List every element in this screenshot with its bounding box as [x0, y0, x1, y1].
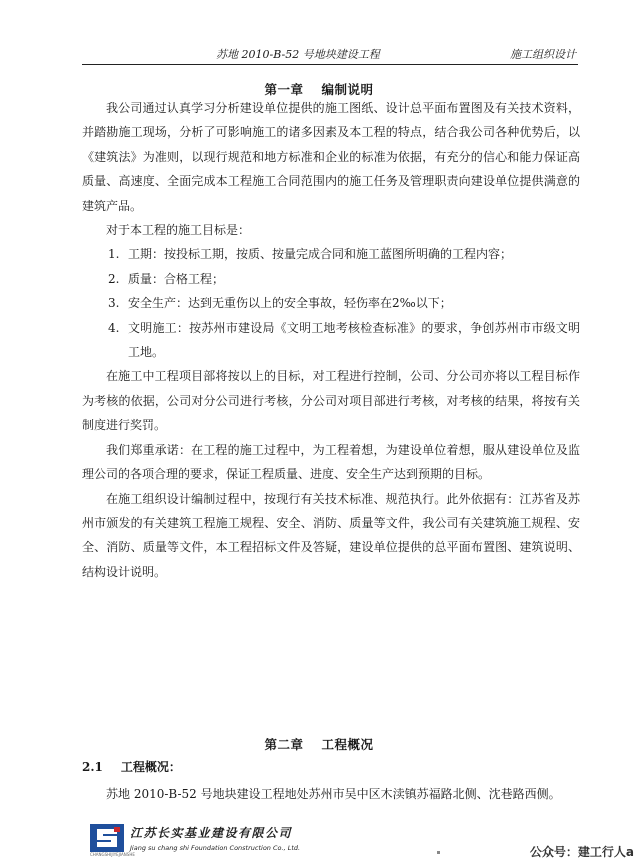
chapter1-title: 编制说明 [321, 82, 374, 97]
basis-paragraph: 在施工组织设计编制过程中，按现行有关技术标准、规范执行。此外依据有：江苏省及苏州市颁发的有关建筑工程施工规程、安全、消防、质量等文件，我公司有关建筑施工规程、安全、消防、质量等文件，本工程招标文件及答疑，建设单位提供的总平面布置图、建筑说明、结构设计说明。 [82, 491, 580, 579]
commitment-paragraph: 我们郑重承诺：在工程的施工过程中，为工程着想，为建设单位着想，服从建设单位及监理公司的各项合理的要求，保证工程质量、进度、安全生产达到预期的目标。 [82, 442, 580, 482]
goal-item: 1. 工期：按投标工期，按质、按量完成合同和施工蓝图所明确的工程内容； [108, 247, 513, 262]
control-paragraph: 在施工中工程项目部将按以上的目标，对工程进行控制，公司、分公司亦将以工程目标作为考核的依据，公司对分公司进行考核，分公司对项目部进行考核，对考核的结果，将按有关制度进行奖罚。 [82, 369, 580, 433]
wechat-watermark: 公众号：建工行人a [529, 845, 634, 859]
header-document-type: 施工组织设计 [510, 48, 576, 61]
goals-lead-paragraph: 对于本工程的施工目标是： [106, 223, 251, 238]
goal-item: 4. 文明施工：按苏州市建设局《文明工地考核检查标准》的要求，争创苏州市市级文明工地。 [108, 320, 580, 360]
logo-subtext: CHANGSHIJIYEJIANSHE [90, 852, 135, 857]
section-2-1-heading [82, 758, 181, 775]
chapter1-number: 第一章 [264, 82, 304, 97]
chapter2-body [82, 782, 580, 806]
header-project-title: 苏地 2010-B-52 号地块建设工程 [216, 48, 380, 61]
location-paragraph: 苏地 2010-B-52 号地块建设工程地处苏州市吴中区木渎镇苏福路北侧、沈巷路西侧。 [106, 787, 561, 801]
chapter2-heading [0, 735, 638, 753]
chapter2-title: 工程概况 [321, 737, 374, 752]
chapter1-body [82, 96, 580, 584]
scan-dot [437, 851, 440, 854]
chapter2-number: 第二章 [264, 737, 304, 752]
company-name-cn: 江苏长实基业建设有限公司 [130, 826, 293, 840]
goal-item: 2. 质量：合格工程； [108, 271, 225, 286]
goal-item: 3. 安全生产：达到无重伤以上的安全事故，轻伤率在2‰以下； [108, 296, 452, 311]
section-title: 工程概况： [120, 760, 181, 774]
page-header [82, 46, 578, 65]
section-number: 2.1 [82, 760, 103, 774]
intro-paragraph: 我公司通过认真学习分析建设单位提供的施工图纸、设计总平面布置图及有关技术资料，并踏勘施工现场，分析了可影响施工的诸多因素及本工程的特点，结合我公司各种优势后，以《建筑法》为准则，以现行规范和地方标准和企业的标准为依据，有充分的信心和能力保证高质量、高速度、全面完成本工程施工合同范围内的施工任务及管理职责向建设单位提供满意的建筑产品。 [82, 101, 580, 213]
company-logo-footer [90, 822, 340, 858]
company-name-en: Jiang su chang shi Foundation Construction Co., Ltd. [130, 844, 301, 852]
company-logo-icon [90, 824, 124, 852]
goals-list [82, 242, 580, 364]
